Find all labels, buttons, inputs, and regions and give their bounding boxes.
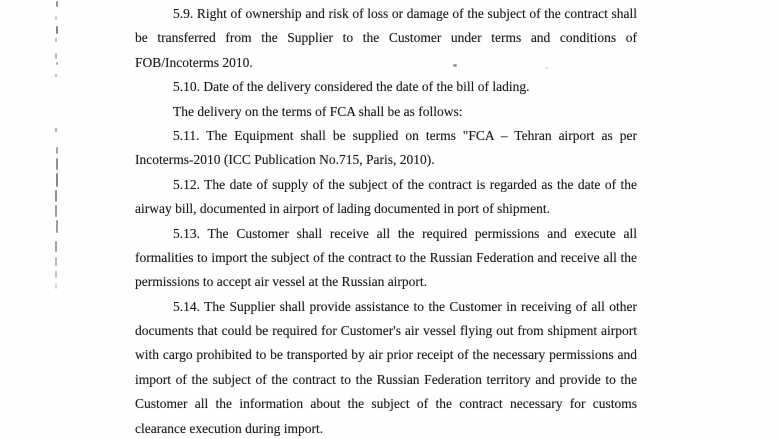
text-line: 5.9. Right of ownership and risk of loss or damage of the subject of the contract shall (173, 6, 637, 21)
paragraph (135, 100, 637, 124)
binding-edge-mark (56, 220, 58, 233)
text-line: import of the subject of the contract to the Russian Federation territory and provide to the (135, 371, 637, 387)
text-line: 5.10. Date of the delivery considered the date of the bill of lading. (173, 79, 530, 95)
text-line: Customer all the information about the subject of the contract necessary for customs (135, 396, 637, 412)
text-line: 5.12. The date of supply of the subject of the contract is regarded as the date of the (173, 176, 637, 192)
text-line: formalities to import the subject of the contract to the Russian Federation and receive all the (135, 249, 637, 265)
text-line: clearance execution during import. (135, 420, 324, 436)
binding-edge-mark (55, 16, 57, 20)
text-line: 5.13. The Customer shall receive all the required permissions and execute all (173, 225, 637, 241)
binding-edge-mark (55, 128, 57, 132)
binding-edge-mark (55, 38, 57, 42)
text-line: 5.11. The Equipment shall be supplied on terms "FCA – Tehran airport as per (173, 127, 637, 143)
binding-edge-mark (55, 53, 57, 59)
text-line: FOB/Incoterms 2010. (135, 54, 253, 70)
text-line: be transferred from the Supplier to the Customer under terms and conditions of (135, 30, 637, 46)
binding-edge-mark (55, 74, 57, 77)
binding-edge-mark (56, 158, 58, 170)
paragraph (135, 2, 637, 75)
binding-edge-mark (56, 1, 58, 7)
binding-edge-mark (55, 190, 57, 202)
binding-edge-mark (56, 26, 58, 34)
binding-edge-mark (55, 205, 57, 217)
text-line: Incoterms-2010 (ICC Publication No.715, Paris, 2010). (135, 152, 435, 168)
contract-text-column (135, 2, 637, 439)
text-line: airway bill, documented in airport of lading documented in port of shipment. (135, 201, 551, 217)
binding-edge-mark (56, 173, 58, 187)
binding-edge-mark (55, 283, 57, 289)
paragraph (135, 173, 637, 222)
ink-speck (453, 64, 457, 67)
binding-edge-mark (55, 271, 57, 278)
paragraph (135, 222, 637, 295)
text-line: with cargo prohibited to be transported by air prior receipt of the necessary permissions and (135, 347, 637, 363)
paragraph (135, 124, 637, 173)
text-line: The delivery on the terms of FCA shall be as follows: (173, 103, 463, 119)
binding-edge-mark (56, 147, 58, 154)
text-line: permissions to accept air vessel at the Russian airport. (135, 274, 428, 290)
binding-edge-mark (55, 257, 57, 266)
ink-speck (545, 67, 548, 69)
binding-edge-mark (55, 241, 57, 252)
text-line: 5.14. The Supplier shall provide assistance to the Customer in receiving of all other (173, 298, 637, 314)
binding-edge-mark (56, 62, 58, 65)
paragraph (135, 75, 637, 99)
paragraph (135, 295, 637, 439)
text-line: documents that could be required for Customer's air vessel flying out from shipment airport (135, 323, 637, 339)
